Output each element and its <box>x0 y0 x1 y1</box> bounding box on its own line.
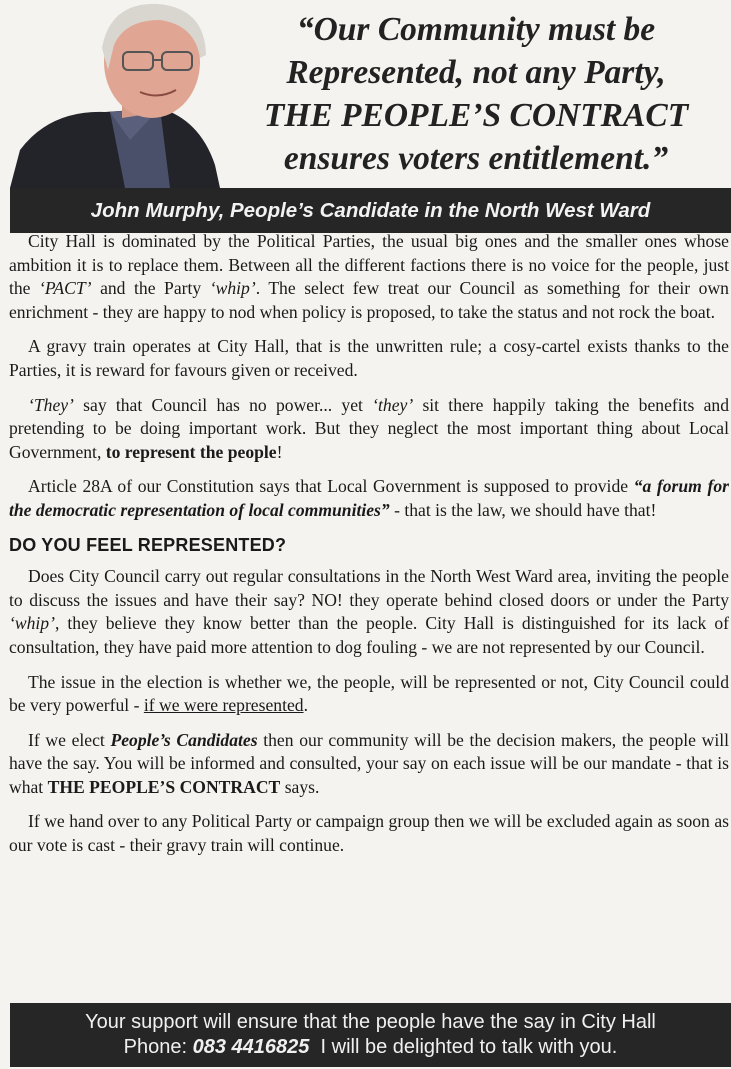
quote-line: “Our Community must be <box>296 11 656 48</box>
section-heading: DO YOU FEEL REPRESENTED? <box>9 534 287 555</box>
footer-support-line: Your support will ensure that the people have the say in City Hall <box>85 1011 656 1033</box>
paragraph: Article 28A of our Constitution says that Local Government is supposed to provide “a forum for the democratic representation of local communities” - that is the law, we should have that! <box>9 476 729 520</box>
paragraph: A gravy train operates at City Hall, that is the unwritten rule; a cosy-cartel exists thanks to the Parties, it is reward for favours given or received. <box>9 336 729 380</box>
paragraph: The issue in the election is whether we, the people, will be represented or not, City Council could be very powerful - if we were represented. <box>9 671 729 716</box>
phone-number: 083 4416825 <box>192 1036 310 1058</box>
quote-line: ensures voters entitlement.” <box>283 140 669 177</box>
article-body <box>9 230 729 869</box>
footer-invite: I will be delighted to talk with you. <box>320 1036 618 1058</box>
footer-banner <box>10 1003 731 1067</box>
paragraph: Does City Council carry out regular consultations in the North West Ward area, inviting the people to discuss the issues and have their say? NO! they operate behind closed doors or under the Party ‘whip’, they believe they know better than the people. City Hall is distinguished for its lack of consultation, they have paid more attention to dog fouling - we are not represented by our Council. <box>9 566 729 657</box>
paragraph: City Hall is dominated by the Political Parties, the usual big ones and the smaller ones whose ambition it is to replace them. Between all the different factions there is no voice for the people, just the ‘PACT’ and the Party ‘whip’. The select few treat our Council as something for their own enrichment - they are happy to nod when policy is proposed, to take the status and not rock the boat. <box>9 231 729 322</box>
paragraph: If we hand over to any Political Party or campaign group then we will be excluded again as soon as our vote is cast - their gravy train will continue. <box>9 811 729 856</box>
footer-contact-line <box>10 1035 731 1060</box>
candidate-banner <box>10 188 731 233</box>
candidate-photo <box>10 0 220 188</box>
headline-quote <box>226 8 726 180</box>
quote-line: THE PEOPLE’S CONTRACT <box>263 97 689 134</box>
phone-label: Phone: <box>123 1036 188 1058</box>
candidate-banner-text: John Murphy, People’s Candidate in the North West Ward <box>90 198 651 222</box>
quote-line: Represented, not any Party, <box>286 54 666 91</box>
paragraph: ‘They’ say that Council has no power... yet ‘they’ sit there happily taking the benefits and pretending to be doing important work. But they neglect the most important thing about Local Government, to represent the people! <box>9 394 730 462</box>
paragraph: If we elect People’s Candidates then our community will be the decision makers, the people will have the say. You will be informed and consulted, your say on each issue will be our mandate - that is what THE PEOPLE’S CONTRACT says. <box>9 729 729 797</box>
